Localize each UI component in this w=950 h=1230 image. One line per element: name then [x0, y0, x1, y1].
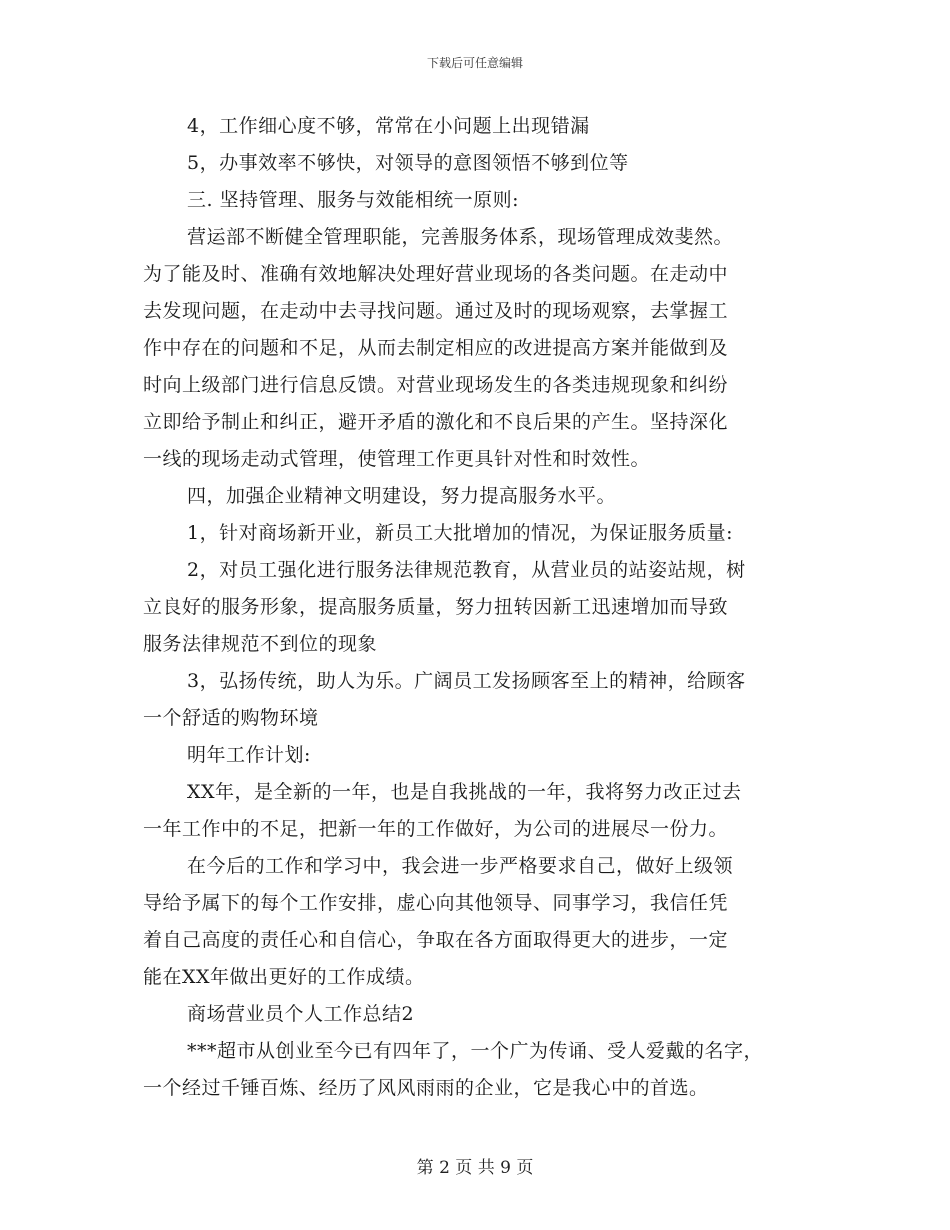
- paragraph-line: 四，加强企业精神文明建设，努力提高服务水平。: [187, 485, 617, 507]
- paragraph-line: 一线的现场走动式管理，使管理工作更具针对性和时效性。: [143, 448, 651, 470]
- paragraph-line: 导给予属下的每个工作安排，虚心向其他领导、同事学习，我信任凭: [143, 892, 729, 914]
- paragraph-line: 能在XX年做出更好的工作成绩。: [143, 966, 425, 988]
- paragraph-line: 4，工作细心度不够，常常在小问题上出现错漏: [187, 115, 590, 137]
- paragraph-line: 服务法律规范不到位的现象: [143, 633, 378, 655]
- paragraph-line: 时向上级部门进行信息反馈。对营业现场发生的各类违规现象和纠纷: [143, 374, 729, 396]
- paragraph-line: 2，对员工强化进行服务法律规范教育，从营业员的站姿站规，树: [187, 559, 746, 581]
- paragraph-line: XX年，是全新的一年，也是自我挑战的一年，我将努力改正过去: [187, 781, 742, 803]
- paragraph-line: 商场营业员个人工作总结2: [187, 1003, 415, 1025]
- paragraph-line: 一个舒适的购物环境: [143, 707, 319, 729]
- page-header: 下载后可任意编辑: [426, 56, 523, 70]
- document-body: [143, 108, 813, 1107]
- paragraph-line: 一年工作中的不足，把新一年的工作做好，为公司的进展尽一份力。: [143, 818, 729, 840]
- paragraph-line: 着自己高度的责任心和自信心，争取在各方面取得更大的进步，一定: [143, 929, 729, 951]
- paragraph-line: ***超市从创业至今已有四年了，一个广为传诵、受人爱戴的名字，: [187, 1040, 764, 1062]
- paragraph-line: 营运部不断健全管理职能，完善服务体系，现场管理成效斐然。: [187, 226, 734, 248]
- paragraph-line: 5，办事效率不够快，对领导的意图领悟不够到位等: [187, 152, 629, 174]
- paragraph-line: 立良好的服务形象，提高服务质量，努力扭转因新工迅速增加而导致: [143, 596, 729, 618]
- page-footer: 第 2 页 共 9 页: [416, 1158, 534, 1178]
- paragraph-line: 去发现问题，在走动中去寻找问题。通过及时的现场观察，去掌握工: [143, 300, 729, 322]
- paragraph-line: 1，针对商场新开业，新员工大批增加的情况，为保证服务质量:: [187, 522, 733, 544]
- paragraph-line: 立即给予制止和纠正，避开矛盾的激化和不良后果的产生。坚持深化: [143, 411, 729, 433]
- paragraph-line: 三. 坚持管理、服务与效能相统一原则:: [187, 189, 519, 211]
- paragraph-line: 明年工作计划:: [187, 744, 311, 766]
- paragraph-line: 为了能及时、准确有效地解决处理好营业现场的各类问题。在走动中: [143, 263, 729, 285]
- paragraph-line: 3，弘扬传统，助人为乐。广阔员工发扬顾客至上的精神，给顾客: [187, 670, 746, 692]
- paragraph-line: 在今后的工作和学习中，我会进一步严格要求自己，做好上级领: [187, 855, 734, 877]
- paragraph-line: 一个经过千锤百炼、经历了风风雨雨的企业，它是我心中的首选。: [143, 1077, 709, 1099]
- paragraph-line: 作中存在的问题和不足，从而去制定相应的改进提高方案并能做到及: [143, 337, 729, 359]
